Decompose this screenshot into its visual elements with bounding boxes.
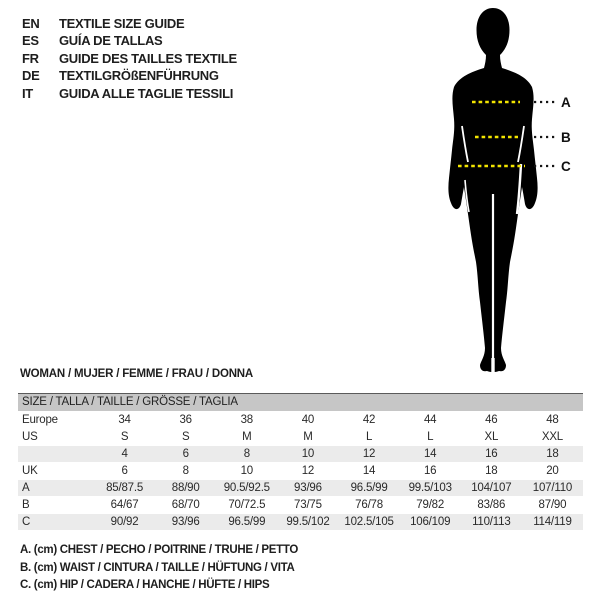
lang-code: ES: [22, 33, 39, 49]
row-label: UK: [22, 465, 38, 477]
row-label: US: [22, 431, 38, 443]
size-cell: 83/86: [477, 499, 506, 511]
size-cell: 38: [240, 414, 254, 426]
size-cell: 93/96: [171, 516, 200, 528]
size-cell: L: [427, 431, 434, 443]
guide-title: GUIDE DES TAILLES TEXTILE: [59, 50, 237, 66]
size-cell: 102.5/105: [344, 516, 394, 528]
lang-row-it: [22, 85, 237, 102]
size-cell: 10: [240, 465, 254, 477]
size-cell: 90/92: [110, 516, 139, 528]
size-cell: 12: [362, 448, 376, 460]
language-title-block: [22, 15, 237, 102]
table-row: [18, 514, 583, 531]
size-cell: 6: [182, 448, 189, 460]
size-cell: 64/67: [110, 499, 139, 511]
hip-label: C: [561, 159, 571, 174]
chest-label: A: [561, 95, 571, 110]
legend-item-waist: B. (cm) WAIST / CINTURA / TAILLE / HÜFTUNG / VITA: [20, 561, 295, 574]
table-header-row: [18, 394, 583, 412]
size-cell: 8: [243, 448, 250, 460]
lang-code: IT: [22, 85, 33, 101]
size-cell: 85/87.5: [106, 482, 144, 494]
size-cell: 96.5/99: [350, 482, 388, 494]
lang-row-en: [22, 15, 237, 32]
size-cell: 44: [423, 414, 437, 426]
size-cell: 10: [301, 448, 315, 460]
guide-title: TEXTILE SIZE GUIDE: [59, 16, 185, 31]
lang-code: DE: [22, 68, 40, 84]
size-cell: 18: [546, 448, 559, 460]
size-cell: 79/82: [416, 499, 445, 511]
size-cell: 70/72.5: [228, 499, 266, 511]
size-cell: 20: [546, 465, 559, 477]
size-cell: XXL: [541, 431, 563, 443]
size-cell: S: [181, 431, 190, 443]
size-table: [18, 393, 583, 531]
table-row: [18, 480, 583, 497]
size-cell: 12: [301, 465, 315, 477]
size-cell: 90.5/92.5: [223, 482, 270, 494]
lang-row-fr: [22, 50, 237, 67]
size-cell: 76/78: [355, 499, 383, 511]
row-label: A: [22, 482, 30, 494]
measurement-legend: [20, 542, 298, 595]
size-cell: 46: [485, 414, 498, 426]
guide-title: GUIDA ALLE TAGLIE TESSILI: [59, 85, 234, 101]
size-cell: 6: [121, 465, 128, 477]
size-cell: 106/109: [410, 516, 451, 528]
row-label: C: [22, 516, 31, 528]
size-cell: 99.5/103: [408, 482, 452, 494]
lang-row-de: [22, 67, 237, 84]
size-cell: 88/90: [171, 482, 200, 494]
legend-item-hip: C. (cm) HIP / CADERA / HANCHE / HÜFTE / HIPS: [20, 579, 270, 591]
section-title-woman: WOMAN / MUJER / FEMME / FRAU / DONNA: [20, 368, 254, 380]
size-cell: 99.5/102: [286, 516, 330, 528]
row-label: [18, 446, 94, 463]
table-row: [18, 412, 583, 429]
lang-row-es: [22, 32, 237, 49]
table-row: [18, 463, 583, 480]
waist-label: B: [561, 130, 571, 145]
row-label: B: [22, 499, 30, 511]
table-row: [18, 497, 583, 514]
size-cell: M: [303, 431, 313, 443]
size-cell: 114/119: [533, 516, 572, 528]
size-cell: 16: [423, 465, 437, 477]
size-cell: XL: [484, 431, 499, 443]
size-cell: 4: [121, 448, 128, 460]
size-cell: 36: [179, 414, 192, 426]
table-header-label: SIZE / TALLA / TAILLE / GRÖSSE / TAGLIA: [18, 394, 583, 412]
row-label: Europe: [22, 414, 58, 426]
size-cell: 93/96: [294, 482, 322, 494]
size-cell: 14: [362, 465, 376, 477]
size-cell: 48: [546, 414, 559, 426]
size-cell: 73/75: [294, 499, 322, 511]
size-cell: 16: [485, 448, 498, 460]
lang-code: EN: [22, 16, 40, 31]
size-cell: 14: [423, 448, 437, 460]
measurement-figure: [420, 4, 585, 374]
size-cell: 8: [182, 465, 189, 477]
table-row: [18, 429, 583, 446]
size-cell: S: [120, 431, 129, 443]
size-table-body: [18, 394, 583, 531]
size-cell: 34: [118, 414, 131, 426]
guide-title: TEXTILGRÖßENFÜHRUNG: [59, 68, 219, 84]
size-cell: L: [365, 431, 373, 443]
table-row: [18, 446, 583, 463]
size-cell: 68/70: [171, 499, 200, 511]
legend-item-chest: A. (cm) CHEST / PECHO / POITRINE / TRUHE / PETTO: [20, 544, 299, 556]
size-cell: 87/90: [538, 499, 567, 511]
size-cell: 104/107: [471, 482, 512, 494]
size-cell: 18: [485, 465, 498, 477]
size-cell: 96.5/99: [228, 516, 266, 528]
size-cell: 110/113: [472, 516, 511, 528]
size-cell: 107/110: [532, 482, 573, 494]
size-cell: 42: [362, 414, 376, 426]
size-cell: 40: [301, 414, 315, 426]
woman-silhouette-icon: [420, 4, 585, 374]
lang-code: FR: [22, 50, 39, 66]
guide-title: GUÍA DE TALLAS: [59, 33, 163, 49]
size-cell: M: [242, 431, 252, 443]
